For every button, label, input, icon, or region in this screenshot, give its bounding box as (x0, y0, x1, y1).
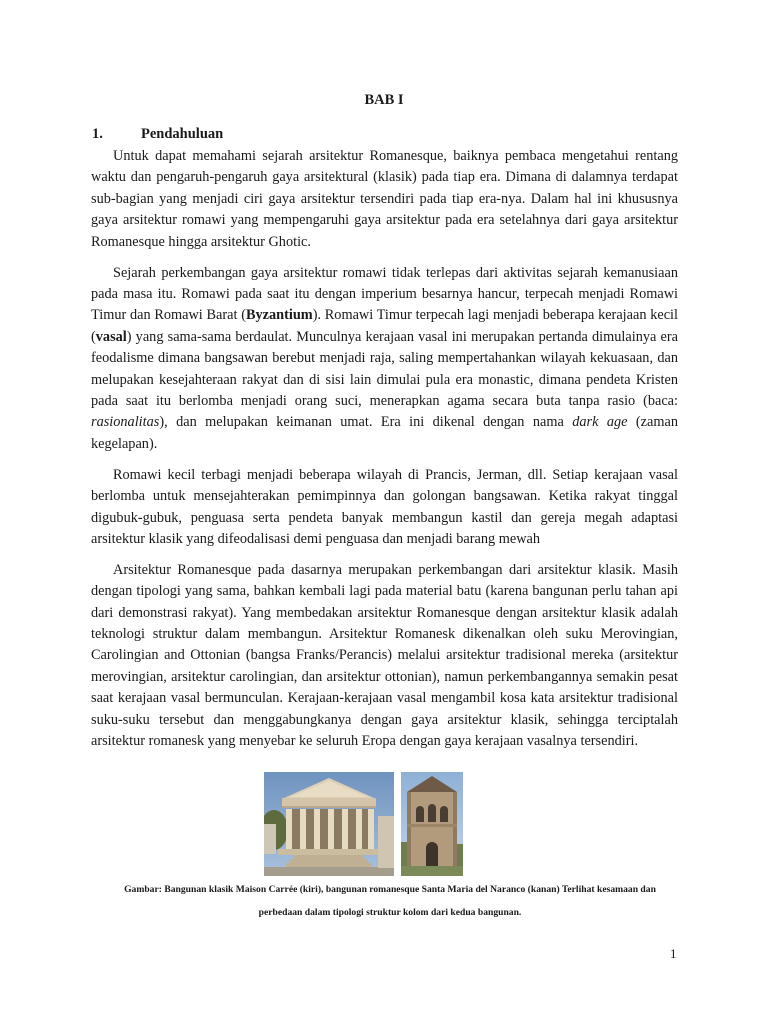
page-number: 1 (670, 946, 677, 961)
italic-term: dark age (572, 414, 628, 431)
caption-line-1: Gambar: Bangunan klasik Maison Carrée (kiri), bangunan romanesque Santa Maria del Naranco (kanan) Terlihat kesamaan dan (124, 884, 656, 895)
bold-term: vasal (95, 328, 127, 345)
chapter-title: BAB I (364, 92, 404, 108)
figure-caption (100, 878, 680, 924)
section-title: Pendahuluan (141, 126, 224, 142)
paragraph (91, 465, 678, 551)
section-heading (92, 126, 223, 143)
text-run: ). Romawi Timur terpecah lagi menjadi beberapa kerajaan kecil ( (91, 307, 678, 345)
caption-line-2: perbedaan dalam tipologi struktur kolom dari kedua bangunan. (258, 907, 522, 918)
text-run: Sejarah perkembangan gaya arsitektur romawi tidak terlepas dari aktivitas sejarah kemanusiaan pada masa itu. Romawi pada saat itu dengan imperium besarnya hancur, terpecah menjadi Romawi Timur dan Romawi Barat ( (91, 264, 678, 324)
text-run: Romawi kecil terbagi menjadi beberapa wilayah di Prancis, Jerman, dll. Setiap kerajaan vasal berlomba untuk mensejahterakan pemimpinnya dan golongan bangsawan. Ketika rakyat tinggal digubuk-gubuk, penguasa serta pendeta banyak membangun kastil dan gereja megah adaptasi arsitektur klasik yang difeodalisasi demi penguasa dan menjadi barang mewah (91, 466, 678, 547)
text-run: Arsitektur Romanesque pada dasarnya merupakan perkembangan dari arsitektur klasik. Masih dengan tipologi yang sama, bahkan kembali lagi pada material batu (karena bangunan perlu tahan api dari demonstrasi rakyat). Yang membedakan arsitektur Romanesque dengan arsitektur klasik adalah teknologi struktur dalam membangun. Arsitektur Romanesk dikenalkan oleh suku Merovingian, Carolingian and Ottonian (bangsa Franks/Perancis) melalui arsitektur tradisional mereka (arsitektur merovingian, arsitektur carolingian, dan arsitektur ottonian), namun perkembangannya semakin pesat saat kerajaan vasal bermunculan. Kerajaan-kerajaan vasal mengambil kosa kata arsitektur tradisional suku-suku tersebut dan menggabungkanya dengan gaya arsitektur klasik, sehingga terciptalah arsitektur romanesk yang menyebar ke seluruh Eropa dengan gaya kerajaan vasalnya tersendiri. (91, 561, 678, 750)
text-run: Untuk dapat memahami sejarah arsitektur Romanesque, baiknya pembaca mengetahui rentang waktu dan pengaruh-pengaruh gaya arsitektural (klasik) pada tiap era. Dimana di dalamnya terdapat sub-bagian yang menjadi ciri gaya arsitektur tersendiri pada tiap era-nya. Dalam hal ini khususnya gaya arsitektur romawi yang mempengaruhi gaya arsitektur pada era setelahnya dari gaya arsitektur Romanesque hingga arsitektur Ghotic. (91, 148, 678, 250)
paragraph (91, 263, 678, 456)
text-run: (zaman kegelapan). (91, 414, 678, 452)
text-run: ), dan melupakan keimanan umat. Era ini dikenal dengan nama (159, 414, 573, 431)
body-text (91, 146, 678, 762)
section-number: 1. (92, 126, 103, 142)
paragraph (91, 560, 678, 753)
paragraph (91, 146, 678, 253)
figure (264, 772, 464, 876)
santa-maria-del-naranco-photo (401, 772, 463, 876)
maison-carree-photo (264, 772, 394, 876)
bold-term: Byzantium (245, 307, 313, 324)
text-run: ) yang sama-sama berdaulat. Munculnya kerajaan vasal ini merupakan pertanda dimulainya era feodalisme dimana bangsawan berebut menjadi raja, saling mempertahankan wilayah kekuasaan, dan melupakan kesejahteraan rakyat dan di sisi lain dimulai pula era monastic, dimana pendeta Kristen pada saat itu berlomba menjadi orang suci, menerapkan agama secara buta tanpa rasio (baca: (91, 328, 678, 409)
italic-term: rasionalitas (91, 414, 160, 431)
